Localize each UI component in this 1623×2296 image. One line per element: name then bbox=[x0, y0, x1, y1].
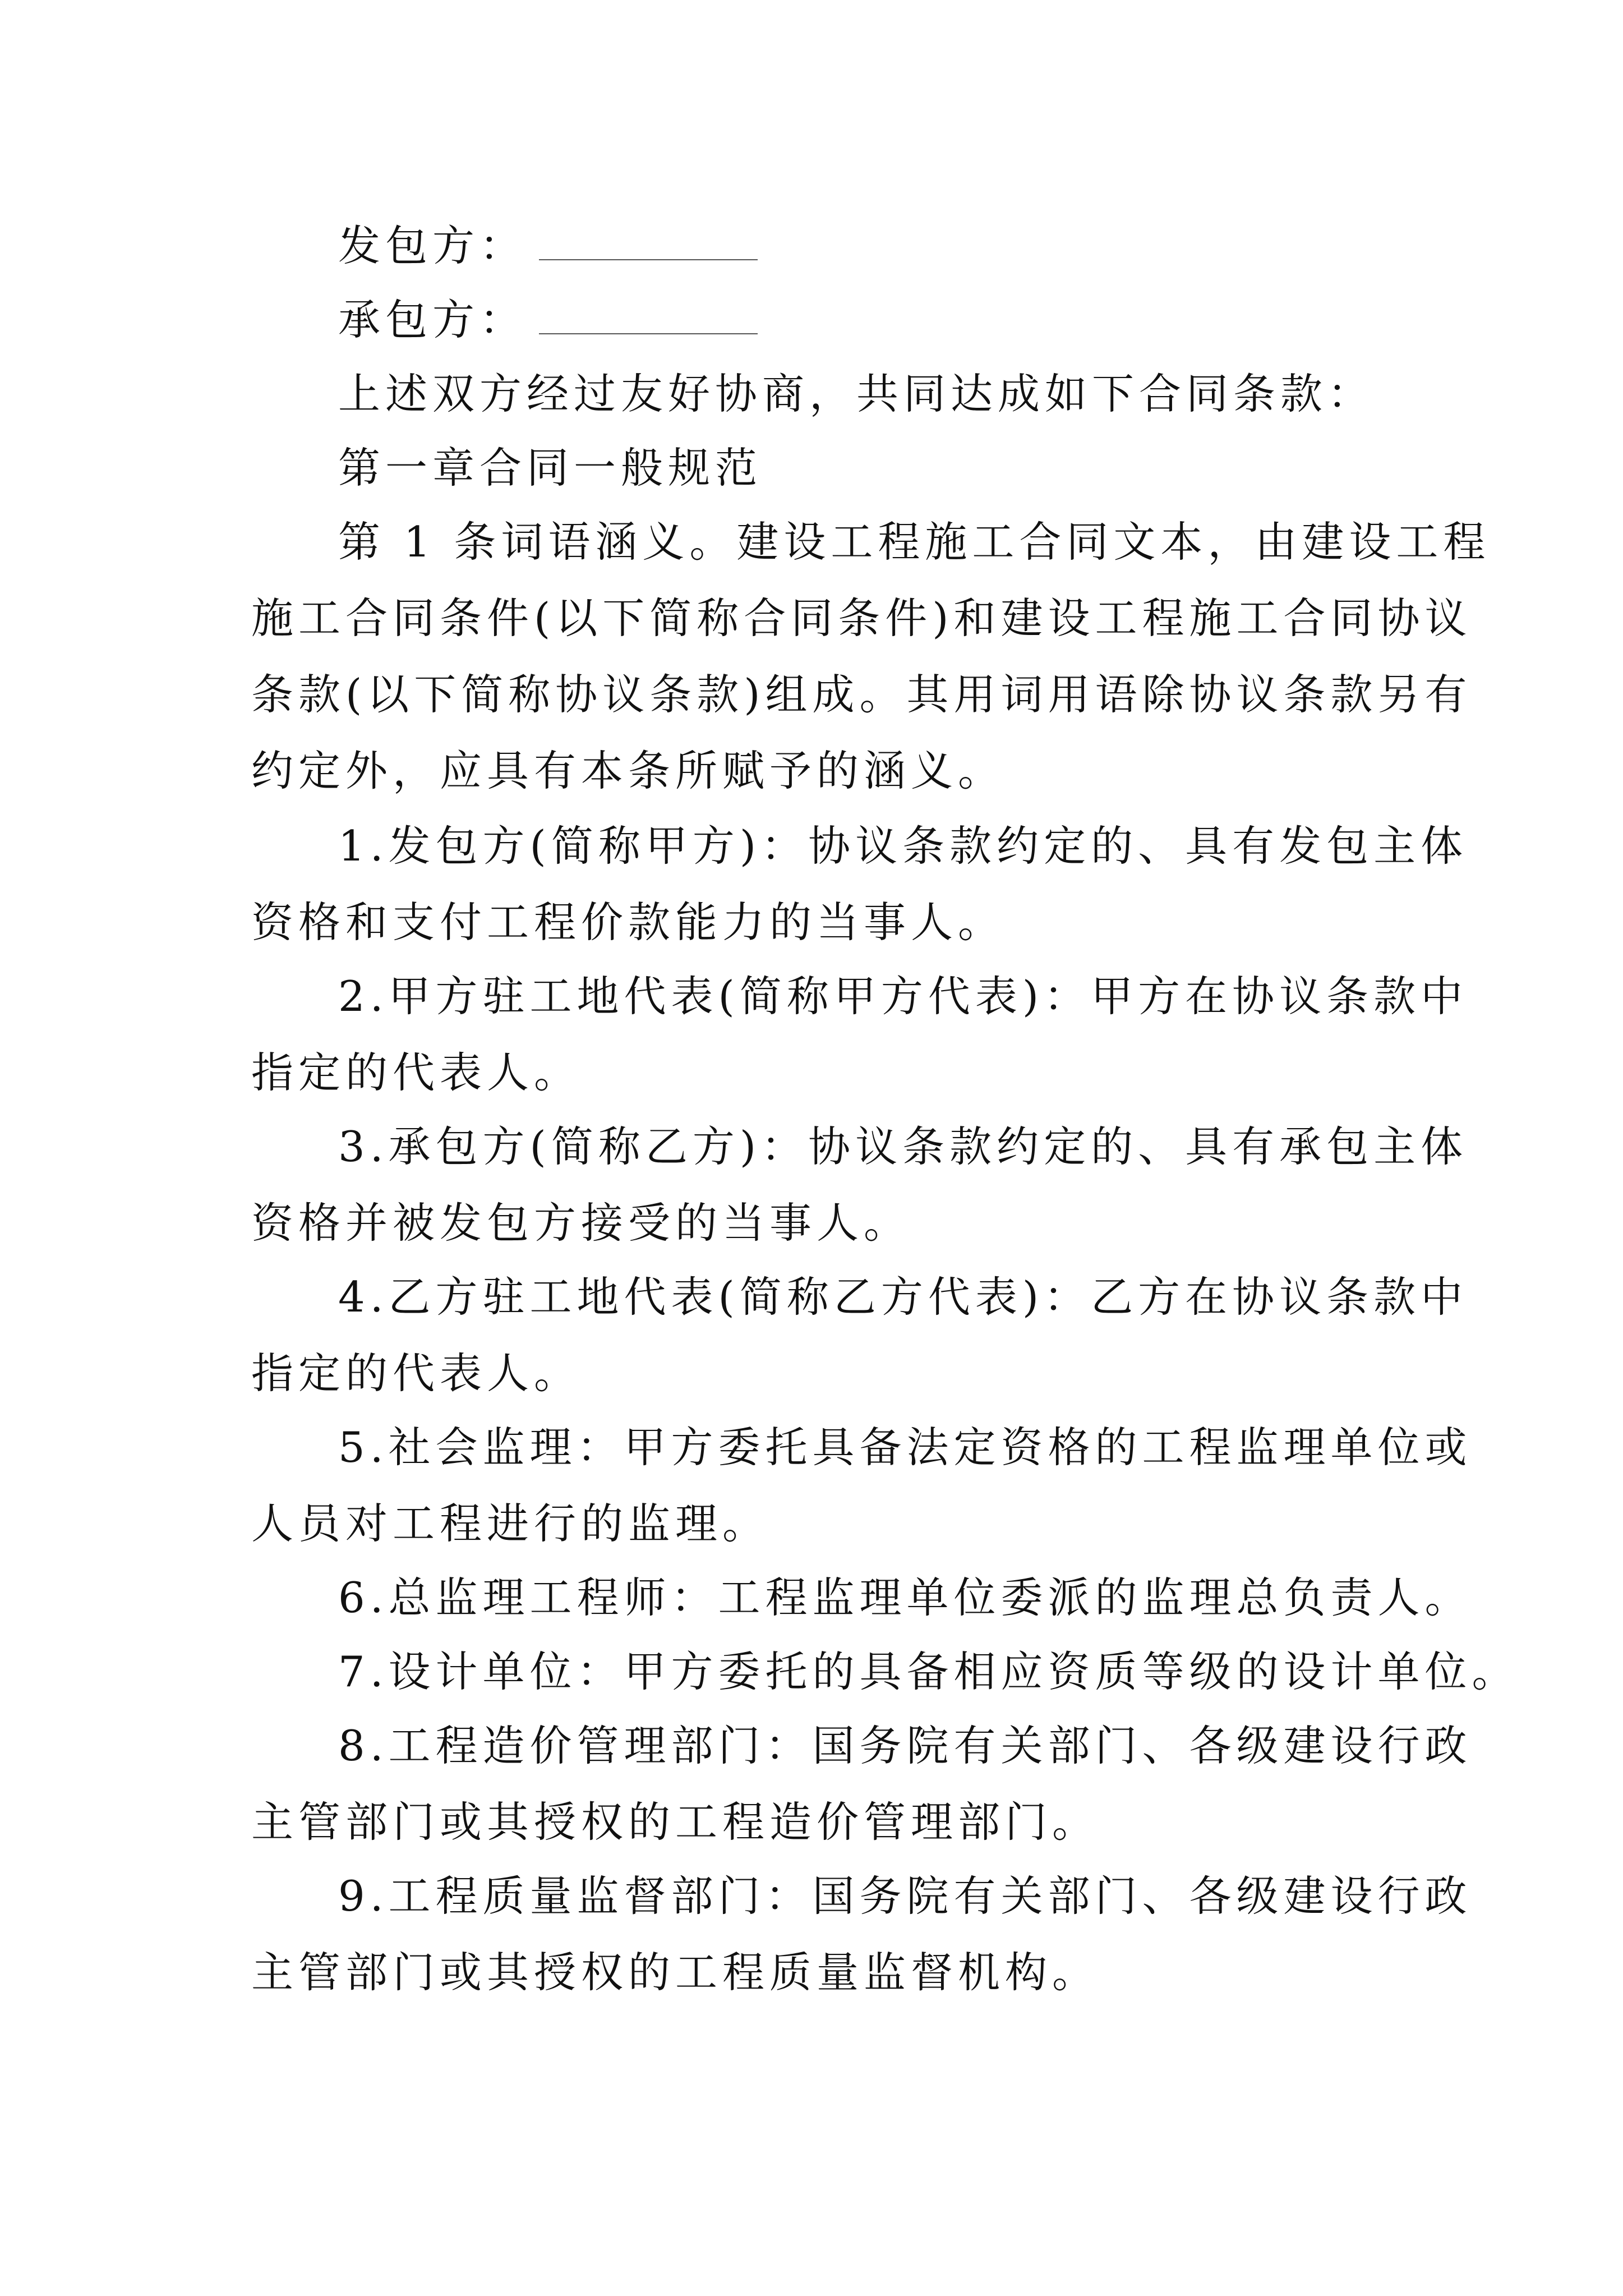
party-a-label: 发包方： bbox=[338, 221, 527, 270]
definition-6 bbox=[251, 1559, 1472, 1636]
article-1-line: 约定外，应具有本条所赋予的涵义。 bbox=[251, 746, 1006, 795]
article-1-line: 第 1 条词语涵义。建设工程施工合同文本，由建设工程 bbox=[338, 517, 1491, 567]
definition-9 bbox=[251, 1858, 1472, 2010]
definition-line: 8.工程造价管理部门：国务院有关部门、各级建设行政 bbox=[338, 1721, 1472, 1770]
definition-line: 3.承包方(简称乙方)：协议条款约定的、具有承包主体 bbox=[338, 1122, 1468, 1171]
chapter-title-text: 第一章合同一般规范 bbox=[338, 443, 763, 493]
chapter-title bbox=[251, 430, 1482, 506]
party-a-line bbox=[251, 208, 1482, 284]
article-1-paragraph bbox=[251, 504, 1491, 809]
intro-text: 上述双方经过友好协商，共同达成如下合同条款： bbox=[338, 369, 1375, 418]
definition-line: 主管部门或其授权的工程造价管理部门。 bbox=[251, 1797, 1100, 1847]
definition-line: 资格和支付工程价款能力的当事人。 bbox=[251, 898, 1006, 947]
definition-2 bbox=[251, 958, 1468, 1111]
definition-line: 9.工程质量监督部门：国务院有关部门、各级建设行政 bbox=[338, 1871, 1472, 1921]
definition-3 bbox=[251, 1108, 1468, 1261]
article-1-line: 施工合同条件(以下简称合同条件)和建设工程施工合同协议 bbox=[251, 593, 1472, 643]
definition-line: 人员对工程进行的监理。 bbox=[251, 1499, 770, 1548]
definition-8 bbox=[251, 1708, 1472, 1860]
definition-line: 指定的代表人。 bbox=[251, 1048, 582, 1097]
definition-line: 资格并被发包方接受的当事人。 bbox=[251, 1198, 911, 1248]
article-1-line: 条款(以下简称协议条款)组成。其用词用语除协议条款另有 bbox=[251, 670, 1472, 719]
party-b-line bbox=[251, 282, 1482, 358]
party-a-blank[interactable] bbox=[539, 248, 758, 260]
definition-line: 指定的代表人。 bbox=[251, 1349, 582, 1398]
definition-1 bbox=[251, 808, 1468, 960]
definition-line: 5.社会监理：甲方委托具备法定资格的工程监理单位或 bbox=[338, 1423, 1472, 1472]
party-b-blank[interactable] bbox=[539, 322, 758, 334]
party-b-label: 承包方： bbox=[338, 295, 527, 344]
definition-5 bbox=[251, 1409, 1472, 1562]
definition-line: 4.乙方驻工地代表(简称乙方代表)：乙方在协议条款中 bbox=[338, 1272, 1468, 1322]
definition-line: 2.甲方驻工地代表(简称甲方代表)：甲方在协议条款中 bbox=[338, 972, 1468, 1021]
definition-line: 主管部门或其授权的工程质量监督机构。 bbox=[251, 1948, 1100, 1997]
definition-line: 7.设计单位：甲方委托的具备相应资质等级的设计单位。 bbox=[338, 1647, 1519, 1696]
intro-paragraph bbox=[251, 356, 1482, 432]
definition-line: 6.总监理工程师：工程监理单位委派的监理总负责人。 bbox=[338, 1573, 1472, 1622]
definition-4 bbox=[251, 1259, 1468, 1411]
definition-line: 1.发包方(简称甲方)：协议条款约定的、具有发包主体 bbox=[338, 821, 1468, 871]
definition-7 bbox=[251, 1634, 1519, 1710]
